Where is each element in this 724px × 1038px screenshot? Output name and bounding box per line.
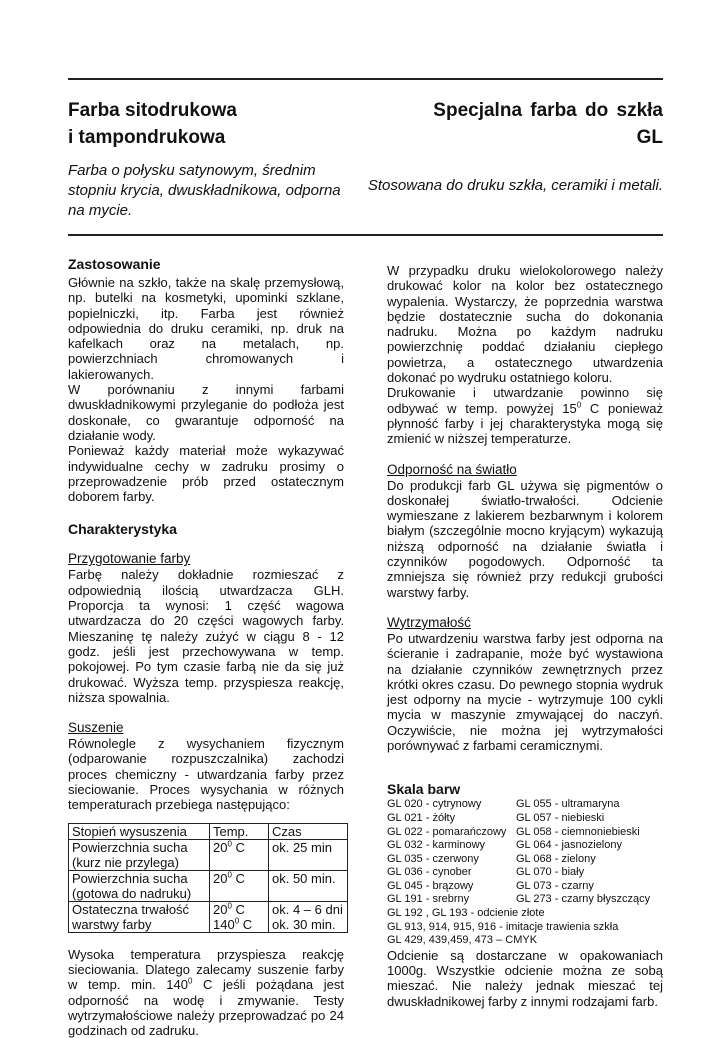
temp-value: 20 — [213, 870, 228, 886]
after-table-part1: Wysoka temperatura przyspiesza reakcję sieciowania. Dlatego zalecamy suszenie farby w temp. min. 140 — [68, 946, 344, 993]
print-temp-part1: Drukowanie i utwardzanie powinno się odbywać w temp. powyżej 15 — [387, 385, 663, 416]
stage-line: Ostateczna trwałość — [72, 901, 190, 917]
zastosowanie-p3: Ponieważ każdy materiał może wykazywać indywidualne cechy w zadruku prosimy o przeprowadzenie prób przed ostatecznym doborem farby. — [68, 443, 344, 505]
stage-line: Powierzchnia sucha — [72, 870, 188, 886]
stage-line: warstwy farby — [72, 916, 152, 932]
color-entry: GL 070 - biały — [516, 866, 585, 879]
wytrzymalosc-text: Po utwardzeniu warstwa farby jest odporna na ścieranie i zadrapanie, może być wystawiona na działanie czynników zewnętrznych przez krótki okres czasu. Do pewnego stopnia wydruk jest odporny na mycie - wytrzymuje 100 cykli mycia w maszynie zmywającej do naczyń. Oczywiście, nie można jej wytrzymałości porównywać z farbami ceramicznymi. — [387, 630, 663, 754]
temp-value: 20 — [213, 839, 228, 855]
list-item — [387, 798, 663, 812]
color-entry: GL 032 - karminowy — [387, 839, 486, 852]
middle-rule — [68, 234, 663, 236]
title-right-line-2: GL — [636, 127, 663, 148]
table-row — [69, 870, 348, 901]
degree-mark: 0 — [234, 916, 240, 926]
table-header-temp: Temp. — [210, 823, 269, 839]
color-entry: GL 058 - ciemnoniebieski — [516, 825, 640, 838]
list-item — [387, 880, 663, 894]
list-item — [387, 893, 663, 907]
color-entry: GL 035 - czerwony — [387, 852, 479, 865]
temp-unit: C — [235, 870, 245, 886]
degree-mark: 0 — [227, 901, 232, 911]
time-line: ok. 4 – 6 dni — [272, 901, 343, 917]
subtitle-left: Farba o połysku satynowym, średnim stopniu krycia, dwuskładnikowa, odporna na mycie. — [68, 162, 341, 219]
multicolor-text: W przypadku druku wielokolorowego należy drukować kolor na kolor bez ostatecznego wypalenia. Wystarczy, że poprzednia warstwa będzie dostatecznie sucha do dokonania nadruku. Można po każdym nadruku powierzchnię poddać działaniu ciepłego powietrza, a ostatecznego utwardzenia dokonać po wydruku ostatniego koloru. — [387, 263, 663, 386]
time-line: ok. 30 min. — [272, 916, 336, 932]
stage-line: (kurz nie przylega) — [72, 854, 179, 870]
table-cell-temp — [210, 870, 269, 901]
color-extra-entry: GL 192 , GL 193 - odcienie złote — [387, 907, 545, 920]
odpornosc-text: Do produkcji farb GL używa się pigmentów o doskonałej światło-trwałości. Odcienie wymieszane z lakierem bezbarwnym i kolorem białym (szczególnie mocno kryjącym) wykazują niższą odporność na działanie światła i czynników pogodowych. Odporność ta zmniejsza się również przy redukcji grubości warstwy farby. — [387, 477, 663, 600]
skala-note: Odcienie są dostarczane w opakowaniach 1000g. Wszystkie odcienie można ze sobą mieszać. Nie należy jednak mieszać tej dwuskładnikowej farby z innymi rodzajami farb. — [387, 947, 663, 1009]
table-header-stage: Stopień wysuszenia — [69, 823, 210, 839]
charakterystyka-heading: Charakterystyka — [68, 521, 177, 538]
table-cell-stage — [69, 901, 210, 932]
right-column — [387, 263, 663, 1009]
color-entry: GL 068 - zielony — [516, 852, 596, 865]
color-entry: GL 064 - jasnozielony — [516, 839, 622, 852]
table-row — [69, 901, 348, 932]
stage-line: (gotowa do nadruku) — [72, 885, 192, 901]
list-item — [387, 853, 663, 867]
title-right — [433, 97, 663, 151]
color-entry: GL 057 - niebieski — [516, 811, 605, 824]
color-entry: GL 022 - pomarańczowy — [387, 825, 507, 838]
table-cell-temp — [210, 839, 269, 870]
wytrzymalosc-heading: Wytrzymałość — [387, 614, 471, 630]
zastosowanie-p2: W porównaniu z innymi farbami dwuskładnikowymi przyleganie do podłoża jest doskonałe, co gwarantuje odporność na działanie wody. — [68, 382, 344, 443]
list-item — [387, 866, 663, 880]
table-cell-temp — [210, 901, 269, 932]
color-extra-entry: GL 429, 439,459, 473 – CMYK — [387, 934, 538, 947]
temp-value: 20 — [213, 901, 228, 917]
przygotowanie-heading: Przygotowanie farby — [68, 551, 191, 567]
color-entry: GL 045 - brązowy — [387, 879, 474, 892]
table-row — [69, 839, 348, 870]
after-table-part2: C jeśli pożądana jest odporność na wodę i zmywanie. Testy wytrzymałościowe należy przeprowadzać po 24 godzinach od zadruku. — [68, 977, 344, 1038]
suszenie-heading: Suszenie — [68, 720, 124, 736]
list-item — [387, 839, 663, 853]
przygotowanie-text: Farbę należy dokładnie rozmieszać z odpowiednią ilością utwardzacza GLH. Proporcja ta wynosi: 1 część wagowa utwardzacza do 20 części wagowych farby. Mieszaninę tę należy zużyć w ciągu 8 - 12 godz. jeśli jest przechowywana w temp. pokojowej. Po tym czasie farbą nie da się już drukować. Wyższa temp. przyspiesza reakcję, niższa spowalnia. — [68, 567, 344, 705]
left-column — [68, 256, 344, 1038]
color-entry: GL 020 - cytrynowy — [387, 798, 482, 811]
temp-unit: C — [242, 916, 253, 932]
top-rule — [68, 78, 663, 80]
color-entry: GL 191 - srebrny — [387, 893, 470, 906]
drying-table — [68, 823, 348, 933]
skala-heading: Skala barw — [387, 781, 461, 798]
degree-mark: 0 — [227, 870, 232, 880]
table-cell-stage — [69, 839, 210, 870]
table-cell-stage — [69, 870, 210, 901]
color-entry: GL 021 - żółty — [387, 811, 456, 824]
title-left — [68, 97, 237, 151]
temp-unit: C — [235, 901, 245, 917]
stage-line: Powierzchnia sucha — [72, 839, 188, 855]
color-entry: GL 036 - cynober — [387, 866, 472, 879]
degree-mark: 0 — [227, 839, 232, 849]
table-cell-time — [269, 901, 348, 932]
table-cell-time: ok. 50 min. — [269, 870, 348, 901]
degree-mark: 0 — [576, 400, 582, 410]
list-item — [387, 826, 663, 840]
title-right-line-1: Specjalna farba do szkła — [433, 100, 663, 121]
after-table-text — [68, 947, 344, 1038]
table-cell-time: ok. 25 min — [269, 839, 348, 870]
drying-table-header — [69, 823, 348, 839]
title-left-line-1: Farba sitodrukowa — [68, 100, 237, 121]
subtitle-right: Stosowana do druku szkła, ceramiki i metali. — [367, 177, 663, 194]
color-entry: GL 073 - czarny — [516, 879, 594, 892]
color-extra-entry: GL 913, 914, 915, 916 - imitacje trawienia szkła — [387, 920, 619, 933]
zastosowanie-heading: Zastosowanie — [68, 256, 161, 272]
temp-value: 140 — [213, 916, 235, 932]
color-entry: GL 055 - ultramaryna — [516, 798, 620, 811]
title-left-line-2: i tampondrukowa — [68, 127, 226, 148]
degree-mark: 0 — [187, 976, 193, 986]
color-scale-list — [387, 798, 663, 948]
odpornosc-heading: Odporność na światło — [387, 461, 517, 477]
suszenie-text: Równolegle z wysychaniem fizycznym (odparowanie rozpuszczalnika) zachodzi proces chemiczny - utwardzania farby przez sieciowanie. Proces wysychania w różnych temperaturach przebiega następująco: — [68, 736, 344, 813]
color-entry: GL 273 - czarny błyszczący — [516, 893, 651, 906]
table-header-time: Czas — [269, 823, 348, 839]
list-item — [387, 812, 663, 826]
print-temp-text — [387, 385, 663, 446]
zastosowanie-p1: Głównie na szkło, także na skalę przemysłową, np. butelki na kosmetyki, upominki szklane, popielniczki, itp. Farba jest również odpowiednia do druku ceramiki, np. druk na kafelkach oraz na metalach, np. powierzchniach chromowanych i lakierowanych. — [68, 275, 344, 382]
print-temp-part2: C ponieważ płynność farby i jej charakterystyka mogą się zmienić w niższej temperaturze. — [387, 400, 663, 447]
temp-unit: C — [235, 839, 245, 855]
